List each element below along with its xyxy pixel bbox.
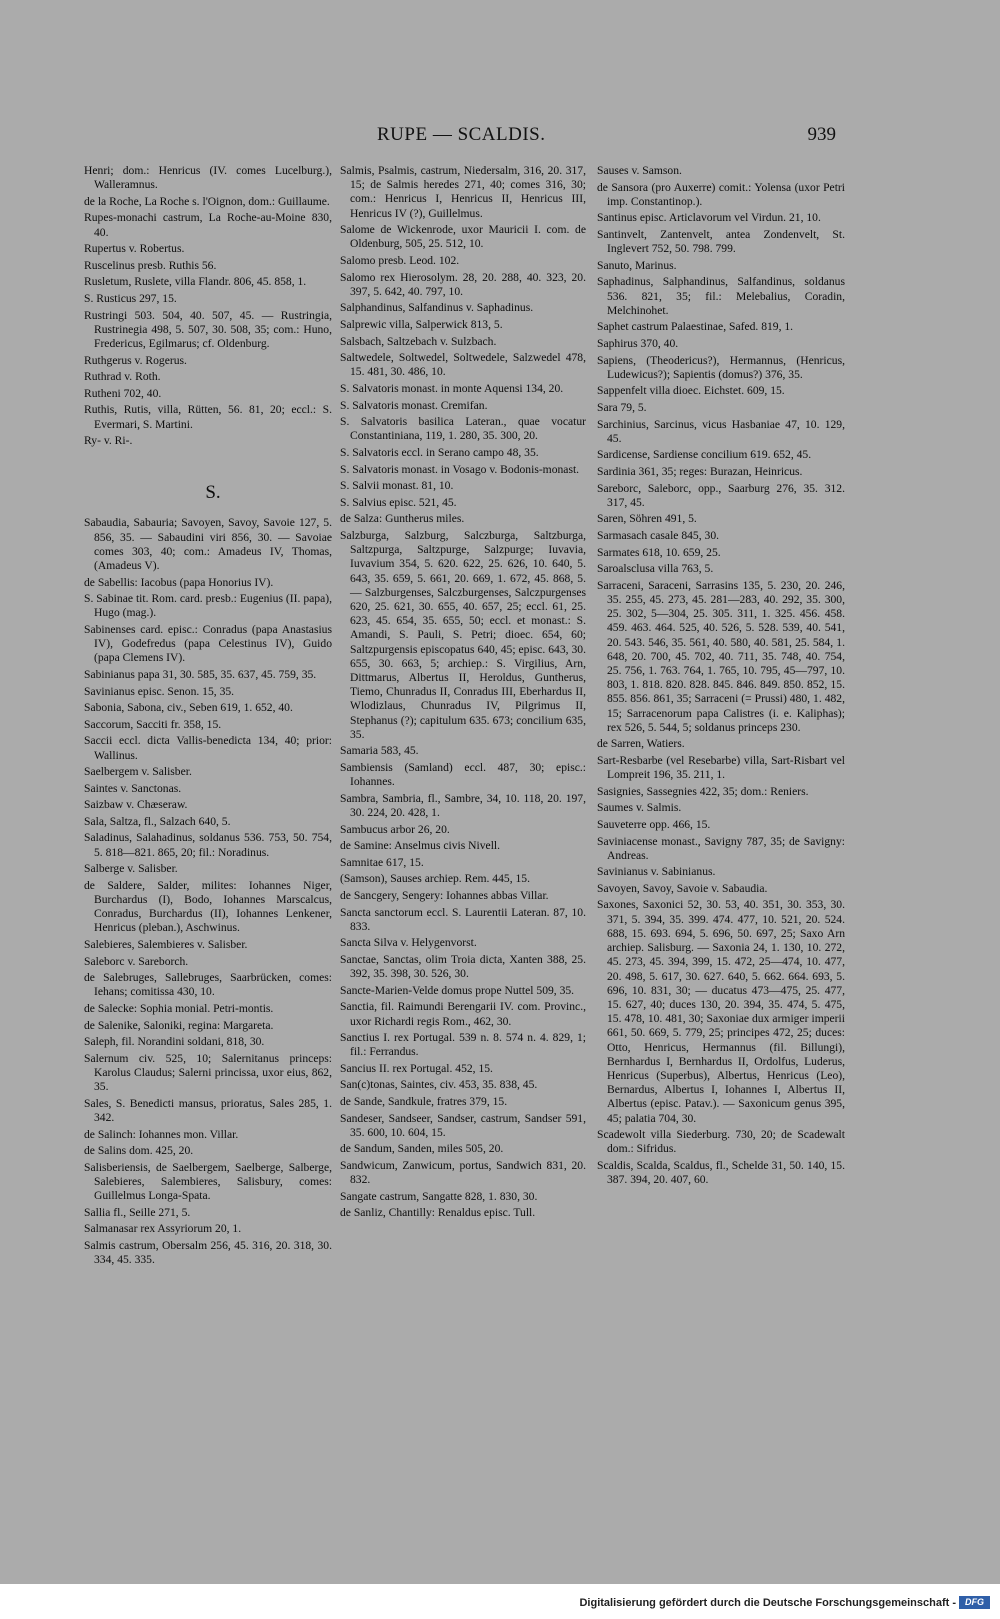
footer-bar: [0, 1584, 1000, 1619]
index-entry: Sauveterre opp. 466, 15.: [597, 817, 711, 831]
index-entry: (Samson), Sauses archiep. Rem. 445, 15.: [340, 872, 530, 886]
index-entry: Ry- v. Ri-.: [84, 434, 133, 448]
index-column-1: [84, 164, 332, 1270]
index-entry: de la Roche, La Roche s. l'Oignon, dom.: Guillaume.: [84, 194, 330, 208]
index-entry: Saphadinus, Salphandinus, Salfandinus, soldanus 536. 821, 35; fil.: Melebalius, Coradin, Melchinohet.: [597, 275, 845, 317]
index-entry: Salprewic villa, Salperwick 813, 5.: [340, 317, 503, 331]
index-entry: S. Salvatoris monast. in Vosago v. Bodonis-monast.: [340, 462, 580, 476]
index-entry: Saviniacense monast., Savigny 787, 35; de Savigny: Andreas.: [597, 834, 845, 862]
index-entry: Santinvelt, Zantenvelt, antea Zondenvelt, St. Inglevert 752, 50. 798. 799.: [597, 227, 845, 256]
index-entry: Saladinus, Salahadinus, soldanus 536. 753, 50. 754, 5. 818—821. 865, 20; fil.: Noradinus.: [84, 831, 332, 859]
index-entry: Salisberiensis, de Saelbergem, Saelberge, Salberge, Salebieres, Salembieres, Salisbury, comes: Guillelmus Longa-Spata.: [84, 1160, 332, 1203]
index-entry: Henri; dom.: Henricus (IV. comes Lucelburg.), Walleramnus.: [84, 164, 332, 192]
index-entry: Sancius II. rex Portugal. 452, 15.: [340, 1061, 493, 1075]
index-entry: S. Salvii monast. 81, 10.: [340, 479, 454, 493]
index-entry: Savoyen, Savoy, Savoie v. Sabaudia.: [597, 881, 768, 895]
index-entry: S. Salvius episc. 521, 45.: [340, 495, 457, 509]
entries-before-section: [84, 164, 332, 448]
index-entry: de Sandum, Sanden, miles 505, 20.: [340, 1142, 504, 1156]
index-entry: Salberge v. Salisber.: [84, 862, 178, 876]
index-entry: Rusletum, Ruslete, villa Flandr. 806, 45. 858, 1.: [84, 275, 307, 289]
index-entry: Sancte-Marien-Velde domus prope Nuttel 509, 35.: [340, 983, 575, 997]
index-entry: Sangate castrum, Sangatte 828, 1. 830, 30.: [340, 1189, 538, 1203]
index-entry: S. Salvatoris monast. Cremifan.: [340, 398, 488, 412]
index-entry: Sanctia, fil. Raimundi Berengarii IV. com. Provinc., uxor Richardi regis Rom., 462, 30.: [340, 1000, 586, 1028]
index-entry: de Sanliz, Chantilly: Renaldus episc. Tull.: [340, 1206, 536, 1220]
index-entry: Salome de Wickenrode, uxor Mauricii I. com. de Oldenburg, 505, 25. 512, 10.: [340, 223, 586, 251]
index-entry: Saleph, fil. Norandini soldani, 818, 30.: [84, 1035, 265, 1049]
index-entry: Sanctius I. rex Portugal. 539 n. 8. 574 n. 4. 829, 1; fil.: Ferrandus.: [340, 1031, 586, 1059]
index-entry: Sandwicum, Zanwicum, portus, Sandwich 831, 20. 832.: [340, 1159, 586, 1187]
index-entry: Sart-Resbarbe (vel Resebarbe) villa, Sart-Risbart vel Lompreit 196, 35. 211, 1.: [597, 753, 845, 782]
index-entry: Sanctae, Sanctas, olim Troia dicta, Xanten 388, 25. 392, 35. 398, 30. 526, 30.: [340, 952, 586, 981]
index-entry: Sambra, Sambria, fl., Sambre, 34, 10. 118, 20. 197, 30. 224, 20. 428, 1.: [340, 791, 586, 819]
index-entry: de Sansora (pro Auxerre) comit.: Yolensa (uxor Petri imp. Constantinop.).: [597, 180, 845, 208]
index-entry: Ruthrad v. Roth.: [84, 370, 161, 384]
index-entry: Salsbach, Saltzebach v. Sulzbach.: [340, 334, 497, 348]
index-entry: Saleborc v. Sareborch.: [84, 954, 189, 968]
index-entry: Sareborc, Saleborc, opp., Saarburg 276, 35. 312. 317, 45.: [597, 481, 845, 509]
section-letter: S.: [205, 482, 221, 504]
index-entry: Salebieres, Salembieres v. Salisber.: [84, 938, 248, 952]
index-entry: Salmanasar rex Assyriorum 20, 1.: [84, 1222, 242, 1236]
index-entry: Rustringi 503. 504, 40. 507, 45. — Rustringia, Rustrinegia 498, 5. 507, 30. 508, 35; com.: Huno, Fredericus, Egilmarus; cf. Oldenburg.: [84, 308, 332, 350]
index-entry: Salmis castrum, Obersalm 256, 45. 316, 20. 318, 30. 334, 45. 335.: [84, 1239, 332, 1267]
index-entry: Saroalsclusa villa 763, 5.: [597, 562, 714, 576]
index-entry: de Sabellis: Iacobus (papa Honorius IV).: [84, 575, 274, 589]
index-entry: de Salza: Guntherus miles.: [340, 512, 465, 526]
index-entry: de Salinch: Iohannes mon. Villar.: [84, 1127, 239, 1141]
index-entry: Saren, Söhren 491, 5.: [597, 512, 697, 526]
index-entry: Savinianus episc. Senon. 15, 35.: [84, 684, 235, 698]
index-entry: Saccorum, Sacciti fr. 358, 15.: [84, 717, 222, 731]
index-entry: Santinus episc. Articlavorum vel Virdun. 21, 10.: [597, 211, 821, 225]
index-entry: Rupertus v. Robertus.: [84, 242, 185, 256]
index-entry: S. Sabinae tit. Rom. card. presb.: Eugenius (II. papa), Hugo (mag.).: [84, 592, 332, 620]
index-entry: S. Rusticus 297, 15.: [84, 291, 177, 305]
index-entry: Sambucus arbor 26, 20.: [340, 822, 450, 836]
index-entry: Sancta sanctorum eccl. S. Laurentii Lateran. 87, 10. 833.: [340, 905, 586, 933]
index-entry: Rutheni 702, 40.: [84, 386, 162, 400]
index-entry: de Sarren, Watiers.: [597, 737, 685, 751]
index-entry: Sappenfelt villa dioec. Eichstet. 609, 15.: [597, 384, 785, 398]
index-entry: de Sande, Sandkule, fratres 379, 15.: [340, 1095, 508, 1109]
index-entry: Sabinianus papa 31, 30. 585, 35. 637, 45. 759, 35.: [84, 667, 317, 681]
index-entry: Ruscelinus presb. Ruthis 56.: [84, 258, 217, 272]
funding-notice: Digitalisierung gefördert durch die Deutsche Forschungsgemeinschaft -: [579, 1597, 956, 1609]
index-entry: Sardinia 361, 35; reges: Burazan, Heinricus.: [597, 464, 803, 478]
index-entry: de Salebruges, Sallebruges, Saarbrücken, comes: Iehans; comitissa 430, 10.: [84, 971, 332, 999]
index-entry: S. Salvatoris monast. in monte Aquensi 134, 20.: [340, 381, 564, 395]
index-entry: Saintes v. Sanctonas.: [84, 781, 182, 795]
index-entry: Saphet castrum Palaestinae, Safed. 819, 1.: [597, 320, 794, 334]
dfg-logo: DFG: [959, 1596, 990, 1609]
index-entry: Salmis, Psalmis, castrum, Niedersalm, 316, 20. 317, 15; de Salmis heredes 271, 40; comes 316, 30; com.: Henricus I, Henricus II, Henricus III, Henricus IV (?), Guillelmus.: [340, 164, 586, 220]
index-entry: Salomo rex Hierosolym. 28, 20. 288, 40. 323, 20. 397, 5. 642, 40. 797, 10.: [340, 270, 586, 298]
index-entry: Saccii eccl. dicta Vallis-benedicta 134, 40; prior: Wallinus.: [84, 734, 332, 762]
index-entry: Scaldis, Scalda, Scaldus, fl., Schelde 31, 50. 140, 15. 387. 394, 20. 407, 60.: [597, 1158, 845, 1187]
index-entry: Ruthis, Rutis, villa, Rütten, 56. 81, 20; eccl.: S. Evermari, S. Martini.: [84, 403, 332, 431]
index-entry: Saelbergem v. Salisber.: [84, 765, 192, 779]
index-entry: Sarmates 618, 10. 659, 25.: [597, 545, 721, 559]
index-entry: Sandeser, Sandseer, Sandser, castrum, Sandser 591, 35. 600, 10. 604, 15.: [340, 1111, 586, 1139]
index-entry: Sabonia, Sabona, civ., Seben 619, 1. 652, 40.: [84, 701, 293, 715]
page-number: 939: [807, 124, 836, 145]
index-entry: Sanuto, Marinus.: [597, 258, 677, 272]
index-entry: Salomo presb. Leod. 102.: [340, 254, 460, 267]
index-entry: Sales, S. Benedicti mansus, prioratus, Sales 285, 1. 342.: [84, 1096, 332, 1125]
index-entry: San(c)tonas, Saintes, civ. 453, 35. 838, 45.: [340, 1078, 538, 1092]
index-entry: de Sancgery, Sengery: Iohannes abbas Villar.: [340, 888, 549, 902]
index-entry: de Salins dom. 425, 20.: [84, 1144, 194, 1158]
index-entry: Sabaudia, Sabauria; Savoyen, Savoy, Savoie 127, 5. 856, 35. — Sabaudini viri 856, 30. — Savoiae comes 303, 40; com.: Amadeus IV, Thomas, (Amadeus V).: [84, 516, 332, 572]
index-entry: Rupes-monachi castrum, La Roche-au-Moine 830, 40.: [84, 211, 332, 239]
index-entry: Saltwedele, Soltwedel, Soltwedele, Salzwedel 478, 15. 481, 30. 486, 10.: [340, 351, 586, 379]
index-entry: Samnitae 617, 15.: [340, 855, 424, 869]
index-entry: de Salecke: Sophia monial. Petri-montis.: [84, 1002, 274, 1016]
index-entry: de Salenike, Saloniki, regina: Margareta.: [84, 1018, 274, 1032]
page-header: [0, 124, 1000, 154]
index-entry: Sancta Silva v. Helygenvorst.: [340, 936, 477, 950]
index-entry: Sambiensis (Samland) eccl. 487, 30; episc.: Iohannes.: [340, 760, 586, 789]
entries-after-section: [84, 516, 332, 1267]
index-entry: Savinianus v. Sabinianus.: [597, 865, 716, 879]
index-entry: Saxones, Saxonici 52, 30. 53, 40. 351, 30. 353, 30. 371, 5. 394, 35. 399. 474. 477, 10. 521, 20. 524. 688, 15. 693. 694, 5. 696, 50. 697, 25; Saxo Arn archiep. Salisburg. — Saxonia 24, 1. 130, 10. 272, 45. 273, 45. 394, 399, 15. 472, 25—474, 10. 477, 20. 498, 5. 617, 30. 627. 640, 5. 662. 664. 693, 5. 696, 10. 831, 30; — ducatus 473—475, 25. 477, 15. 627, 40; duces 130, 20. 394, 35. 474, 5. 475, 15. 478, 10. 481, 30; Saxoniae dux armiger imperii 661, 50. 669, 5. 779, 25; principes 472, 25; duces: Otto, Henricus, Hermannus (fil. Billungi), Bernhardus I, Bernhardus II, Ordolfus, Luderus, Henricus (Superbus), Albertus, Henricus (Leo), Bernardus, Albertus I, Iohannes I, Albertus II, Albertus (episc. Patav.). — Saxonicum genus 395, 45; palatia 704, 30.: [597, 898, 845, 1125]
index-entry: Sasignies, Sassegnies 422, 35; dom.: Reniers.: [597, 784, 809, 798]
index-entry: Sarraceni, Saraceni, Sarrasins 135, 5. 230, 20. 246, 35. 255, 45. 273, 45. 281—283, 40. 292, 35. 300, 25. 302, 5—304, 25. 305. 311, 1. 325. 456. 458. 459. 463. 464. 525, 40. 526, 5. 528. 539, 40. 541, 20. 543. 546, 35. 561, 40. 580, 40. 581, 25. 584, 1. 648, 20. 700, 45. 702, 40. 711, 35. 748, 40. 754, 25. 756, 1. 763. 764, 1. 765, 10. 795, 45—797, 10. 803, 1. 818. 820. 828. 845. 846. 849. 850. 852, 15. 855. 856. 861, 35; Sarraceni (= Prussi) 480, 1. 482, 15; Sarracenorum papa Calistres (i. e. Kaliphas); rex 526, 5. 544, 5; soldanus princeps 230.: [597, 578, 845, 734]
index-entry: Salernum civ. 525, 10; Salernitanus princeps: Karolus Claudus; Salerni princissa, uxor eius, 862, 35.: [84, 1051, 332, 1094]
index-entry: Sapiens, (Theodericus?), Hermannus, (Henricus, Ludewicus?); Sapientis (domus?) 376, 35.: [597, 353, 845, 381]
index-entry: Sarchinius, Sarcinus, vicus Hasbaniae 47, 10. 129, 45.: [597, 417, 845, 445]
index-entry: Sara 79, 5.: [597, 400, 647, 414]
index-entry: Saumes v. Salmis.: [597, 801, 682, 815]
running-title: RUPE — SCALDIS.: [377, 124, 546, 145]
index-entry: Scadewolt villa Siederburg. 730, 20; de Scadewalt dom.: Sifridus.: [597, 1128, 845, 1156]
index-entry: Sabinenses card. episc.: Conradus (papa Anastasius IV), Godefredus (papa Celestinus IV), Guido (papa Clemens IV).: [84, 622, 332, 665]
index-entry: Sauses v. Samson.: [597, 164, 682, 177]
index-entry: Sala, Saltza, fl., Salzach 640, 5.: [84, 814, 231, 828]
index-entry: Sardicense, Sardiense concilium 619. 652, 45.: [597, 448, 812, 462]
index-column-2: [340, 164, 586, 1223]
index-entry: Saphirus 370, 40.: [597, 336, 679, 350]
index-entry: Sarmasach casale 845, 30.: [597, 528, 720, 542]
index-entry: Saizbaw v. Chæseraw.: [84, 798, 188, 812]
index-entry: Salzburga, Salzburg, Salczburga, Saltzburga, Saltzpurga, Saltzpurge, Salzpurge; Iuvavia, Iuvavium 354, 5. 620. 622, 25. 626, 10. 640, 5. 643, 35. 659, 5. 661, 20. 669, 1. 672, 45. 868, 5. — Salzburgenses, Salczburgenses, Salczpurgenses 620, 25. 621, 30. 655, 40. 657, 25; eccl. 61, 25. 623, 45. 654, 35. 655, 50; eccl. et monast.: S. Amandi, S. Pauli, S. Petri; dioec. 654, 60; Saltzpurgensis episcopatus 640, 45; episc. 643, 30. 655, 30. 663, 5; archiep.: S. Virgilius, Arn, Dittmarus, Albertus II, Heroldus, Guntherus, Tiemo, Chunradus II, Conradus III, Eberhardus II, Wlodizlaus, Chunradus IV, Pilgrimus II, Stephanus (?); capitulum 635. 673; concilium 635, 35.: [340, 528, 586, 741]
index-entry: S. Salvatoris basilica Lateran., quae vocatur Constantiniana, 119, 1. 280, 35. 300, 20.: [340, 415, 586, 443]
index-entry: S. Salvatoris eccl. in Serano campo 48, 35.: [340, 445, 539, 459]
index-entry: Sallia fl., Seille 271, 5.: [84, 1205, 191, 1219]
index-entry: de Samine: Anselmus civis Nivell.: [340, 839, 501, 853]
index-entry: de Saldere, Salder, milites: Iohannes Niger, Burchardus (I), Bodo, Iohannes Marscalcus, Conradus, Burchardus (II), Iohannes Lenkener, Henricus (pleban.), Aschwinus.: [84, 878, 332, 935]
index-entry: Ruthgerus v. Rogerus.: [84, 353, 187, 367]
index-column-3: [597, 164, 845, 1190]
index-entry: Salphandinus, Salfandinus v. Saphadinus.: [340, 301, 534, 315]
index-entry: Samaria 583, 45.: [340, 744, 419, 758]
